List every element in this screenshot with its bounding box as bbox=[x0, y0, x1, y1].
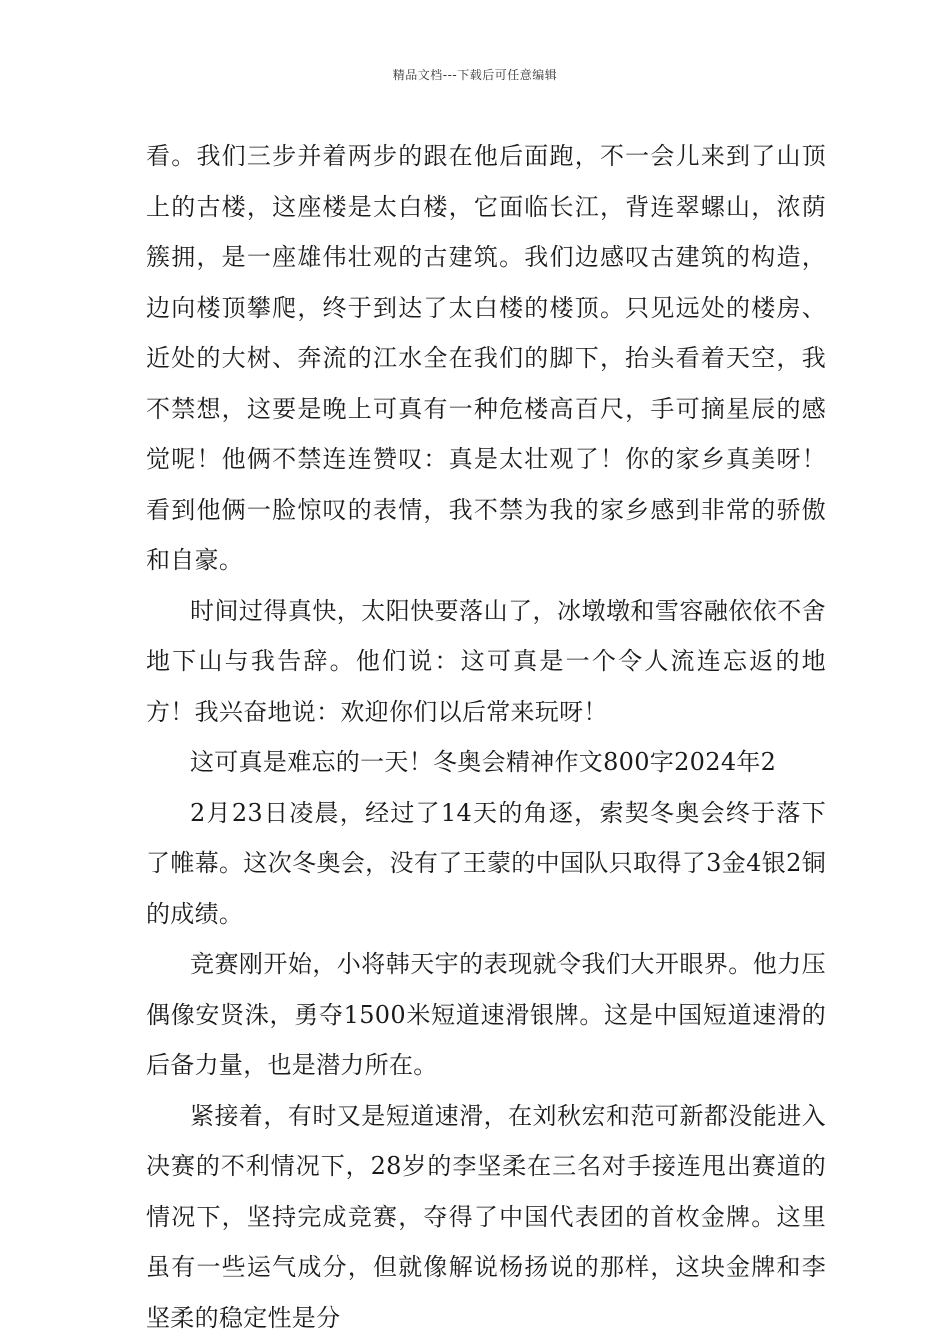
paragraph: 看。我们三步并着两步的跟在他后面跑，不一会儿来到了山顶上的古楼，这座楼是太白楼，它面临长江，背连翠螺山，浓荫簇拥，是一座雄伟壮观的古建筑。我们边感叹古建筑的构造，边向楼顶攀爬，终于到达了太白楼的楼顶。只见远处的楼房、近处的大树、奔流的江水全在我们的脚下，抬头看着天空，我不禁想，这要是晚上可真有一种危楼高百尺，手可摘星辰的感觉呢！他俩不禁连连赞叹：真是太壮观了！你的家乡真美呀！看到他俩一脸惊叹的表情，我不禁为我的家乡感到非常的骄傲和自豪。 bbox=[146, 142, 826, 574]
paragraph: 竞赛刚开始，小将韩天宇的表现就令我们大开眼界。他力压偶像安贤洙，勇夺1500米短道速滑银牌。这是中国短道速滑的后备力量，也是潜力所在。 bbox=[146, 950, 826, 1079]
article-body bbox=[146, 131, 826, 1343]
paragraph: 紧接着，有时又是短道速滑，在刘秋宏和范可新都没能进入决赛的不利情况下，28岁的李坚柔在三名对手接连甩出赛道的情况下，坚持完成竞赛，夺得了中国代表团的首枚金牌。这里虽有一些运气成分，但就像解说杨扬说的那样，这块金牌和李坚柔的稳定性是分 bbox=[146, 1101, 826, 1332]
section-title: 这可真是难忘的一天！冬奥会精神作文800字2024年2 bbox=[190, 748, 777, 776]
paragraph: 2月23日凌晨，经过了14天的角逐，索契冬奥会终于落下了帷幕。这次冬奥会，没有了王蒙的中国队只取得了3金4银2铜的成绩。 bbox=[146, 798, 826, 928]
page-header: 精品文档---下载后可任意编辑 bbox=[392, 68, 558, 82]
paragraph: 时间过得真快，太阳快要落山了，冰墩墩和雪容融依依不舍地下山与我告辞。他们说：这可真是一个令人流连忘返的地方！我兴奋地说：欢迎你们以后常来玩呀！ bbox=[146, 596, 826, 726]
